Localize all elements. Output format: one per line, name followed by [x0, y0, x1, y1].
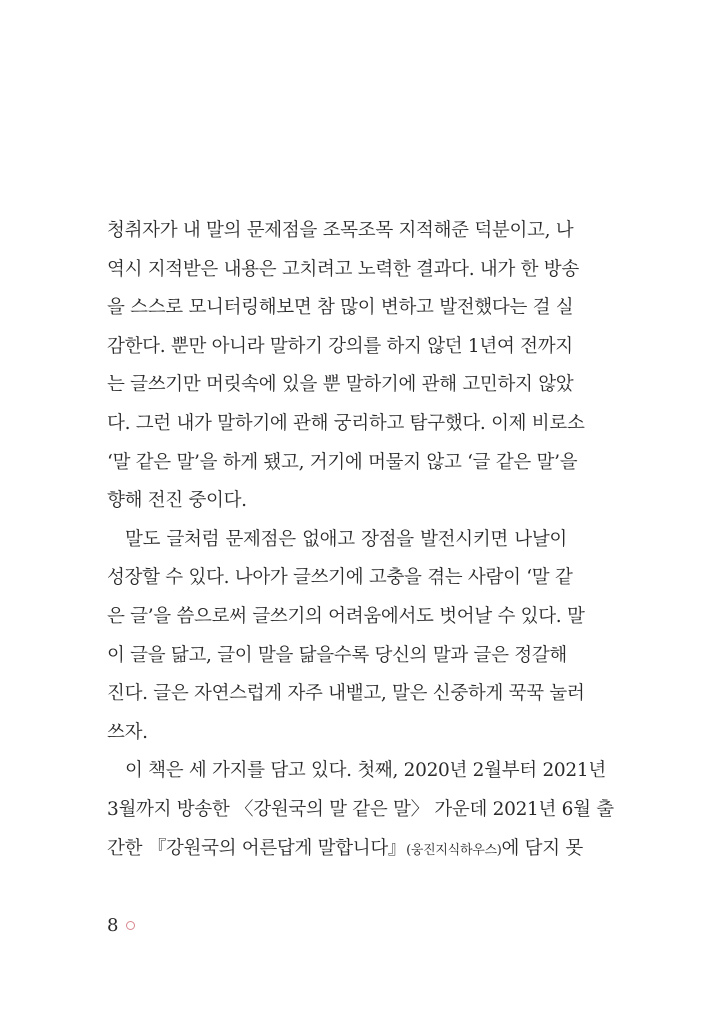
text-line: 성장할 수 있다. 나아가 글쓰기에 고충을 겪는 사람이 ‘말 같: [107, 567, 573, 589]
text-line: 말도 글처럼 문제점은 없애고 장점을 발전시키면 나날이: [125, 528, 567, 550]
text-line: 쓰자.: [107, 721, 148, 743]
page-number: 8: [107, 915, 119, 936]
text-line: 진다. 글은 자연스럽게 자주 내뱉고, 말은 신중하게 꾹꾹 눌러: [107, 683, 585, 705]
text-line: 청취자가 내 말의 문제점을 조목조목 지적해준 덕분이고, 나: [107, 220, 574, 241]
text-line: 는 글쓰기만 머릿속에 있을 뿐 말하기에 관해 고민하지 않았: [107, 374, 574, 396]
text-line: 감한다. 뿐만 아니라 말하기 강의를 하지 않던 1년여 전까지: [107, 335, 573, 357]
circle-ornament-icon: [126, 921, 135, 930]
body-text: [107, 212, 614, 868]
book-title-text: 간한 『강원국의 어른답게 말합니다』: [107, 837, 407, 859]
text-line: 이 책은 세 가지를 담고 있다. 첫째, 2020년 2월부터 2021년: [125, 760, 606, 782]
text-line: 역시 지적받은 내용은 고치려고 노력한 결과다. 내가 한 방송: [107, 258, 579, 280]
text-line: [107, 830, 583, 869]
publisher-text: (웅진지식하우스): [406, 842, 502, 858]
text-line: 3월까지 방송한 〈강원국의 말 같은 말〉 가운데 2021년 6월 출: [107, 798, 614, 820]
text-line: 이 글을 닮고, 글이 말을 닮을수록 당신의 말과 글은 정갈해: [107, 644, 567, 666]
text-fragment: 에 담지 못: [501, 837, 583, 859]
page-footer: [107, 915, 135, 936]
text-line: ‘말 같은 말’을 하게 됐고, 거기에 머물지 않고 ‘글 같은 말’을: [107, 451, 578, 473]
text-line: 을 스스로 모니터링해보면 참 많이 변하고 발전했다는 걸 실: [107, 297, 574, 319]
text-line: 은 글’을 씀으로써 글쓰기의 어려움에서도 벗어날 수 있다. 말: [107, 605, 585, 627]
text-line: 향해 전진 중이다.: [107, 490, 247, 512]
text-line: 다. 그런 내가 말하기에 관해 궁리하고 탐구했다. 이제 비로소: [107, 412, 585, 434]
